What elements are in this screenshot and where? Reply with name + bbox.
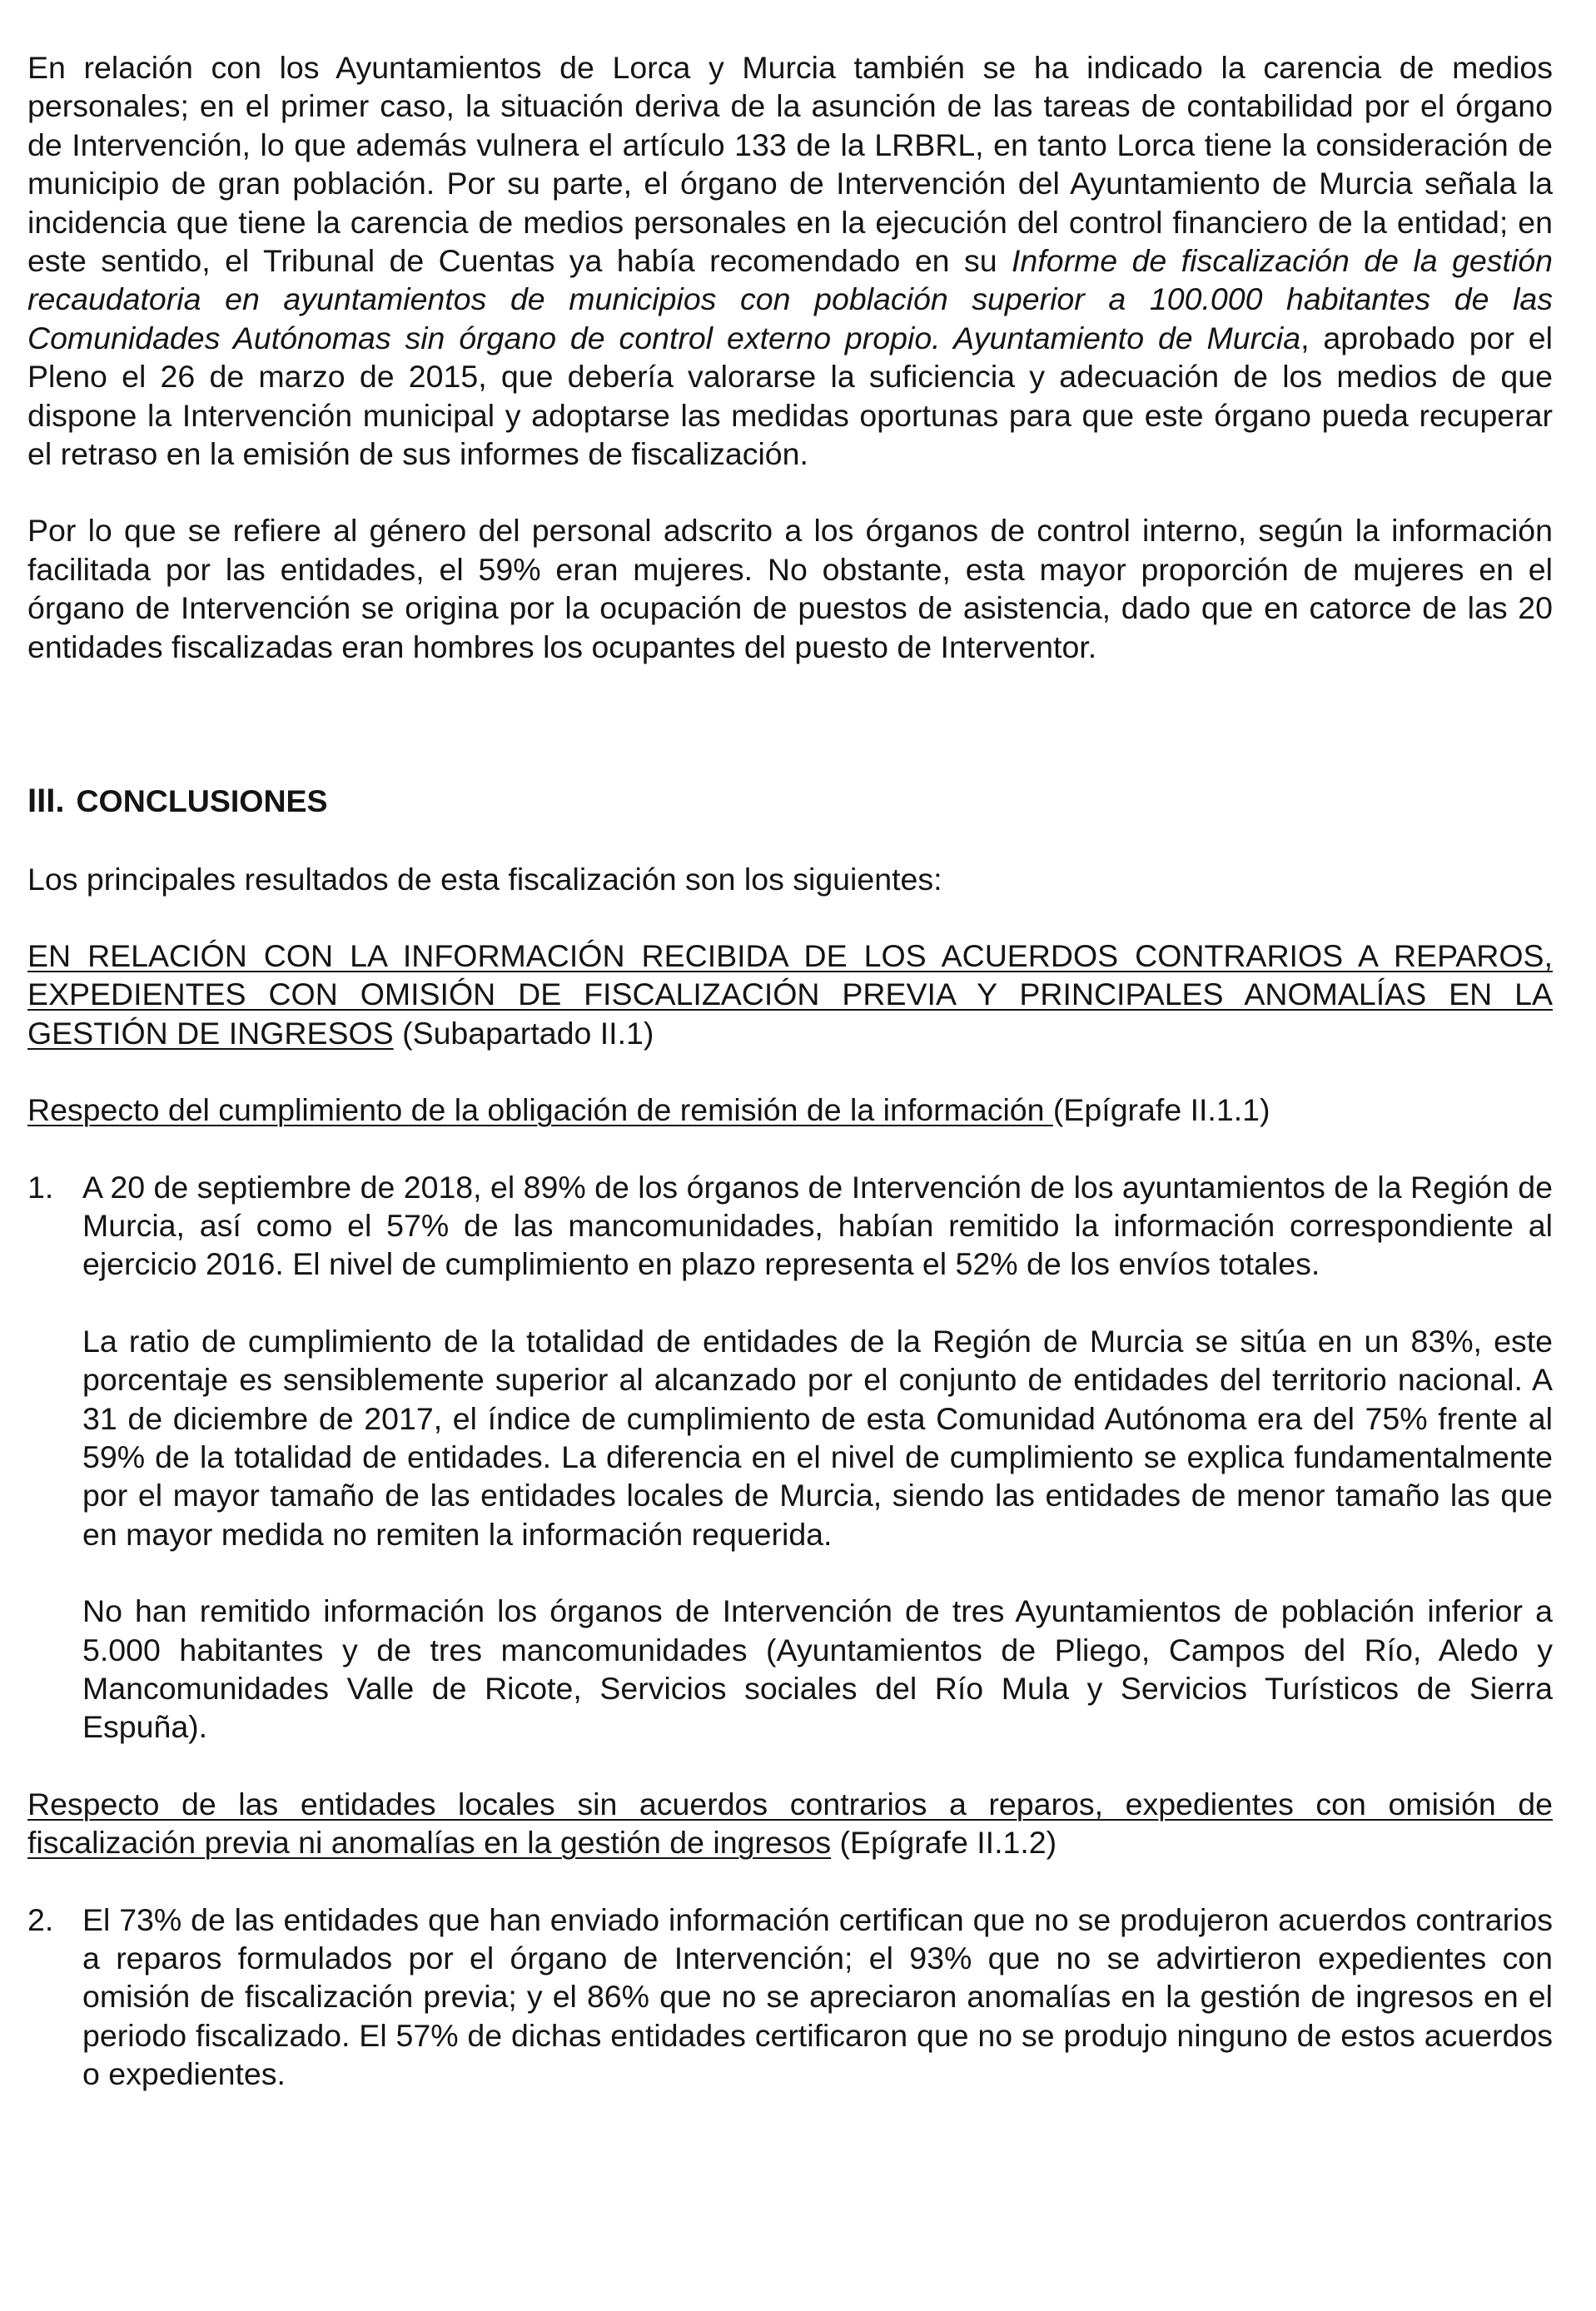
conclusion-item-1: [27, 1168, 1553, 1284]
report-title-italic: Informe de fiscalización de la gestión recaudatoria en ayuntamientos de municipios con población superior a 100.000 habitantes de las Comunidades Autónomas sin órgano de control externo propio. Ayuntamiento de Murcia: [27, 243, 1553, 355]
section-number: III.: [27, 783, 65, 820]
epigraph-reference: (Epígrafe II.1.1): [1052, 1092, 1270, 1128]
conclusions-intro: Los principales resultados de esta fiscalización son los siguientes:: [27, 861, 942, 897]
item-number: 1.: [27, 1169, 54, 1205]
paragraph-text: , aprobado por el Pleno el 26 de marzo de 2015, que debería valorarse la suficiencia y adecuación de los medios de que dispone la Intervención municipal y adoptarse las medidas oportunas para que este órgano pueda recuperar el retraso en la emisión de sus informes de fiscalización.: [27, 320, 1553, 472]
document-page: [27, 48, 1553, 2094]
subsection-title: EN RELACIÓN CON LA INFORMACIÓN RECIBIDA DE LOS ACUERDOS CONTRARIOS A REPAROS, EXPEDIENTES CON OMISIÓN DE FISCALIZACIÓN PREVIA Y PRINCIPALES ANOMALÍAS EN LA GESTIÓN DE INGRESOS: [27, 937, 1553, 1051]
section-heading: [27, 782, 1553, 821]
item-text: El 73% de las entidades que han enviado información certifican que no se produjeron acuerdos contrarios a reparos formulados por el órgano de Intervención; el 93% que no se advirtieron expedientes con omisión de fiscalización previa; y el 86% que no se apreciaron anomalías en la gestión de ingresos en el periodo fiscalizado. El 57% de dichas entidades certificaron que no se produjo ninguno de estos acuerdos o expedientes.: [82, 1901, 1553, 2092]
paragraph-text: En relación con los Ayuntamientos de Lorca y Murcia también se ha indicado la carencia de medios personales; en el primer caso, la situación deriva de la asunción de las tareas de contabilidad por el órgano de Intervención, lo que además vulnera el artículo 133 de la LRBRL, en tanto Lorca tiene la consideración de municipio de gran población. Por su parte, el órgano de Intervención del Ayuntamiento de Murcia señala la incidencia que tiene la carencia de medios personales en la ejecución del control financiero de la entidad; en este sentido, el Tribunal de Cuentas ya había recomendado en su: [27, 50, 1553, 279]
epigraph-title: Respecto de las entidades locales sin acuerdos contrarios a reparos, expedientes con omisión de fiscalización previa ni anomalías en la gestión de ingresos: [27, 1786, 1553, 1861]
paragraph-lorca-murcia: [27, 48, 1553, 473]
conclusion-item-2: [27, 1901, 1553, 2094]
item-number: 2.: [27, 1901, 54, 1937]
subsection-heading: [27, 937, 1553, 1052]
subsection-reference: (Subapartado II.1): [393, 1015, 654, 1051]
epigraph-reference: (Epígrafe II.1.2): [831, 1825, 1057, 1861]
section-title: CONCLUSIONES: [76, 783, 328, 819]
item-text: A 20 de septiembre de 2018, el 89% de los órganos de Intervención de los ayuntamientos de la Región de Murcia, así como el 57% de las mancomunidades, habían remitido la información correspondiente al ejercicio 2016. El nivel de cumplimiento en plazo representa el 52% de los envíos totales.: [82, 1169, 1553, 1282]
item-1-paragraph-2: La ratio de cumplimiento de la totalidad de entidades de la Región de Murcia se sitúa en un 83%, este porcentaje es sensiblemente superior al alcanzado por el conjunto de entidades del territorio nacional. A 31 de diciembre de 2017, el índice de cumplimiento de esta Comunidad Autónoma era del 75% frente al 59% de la totalidad de entidades. La diferencia en el nivel de cumplimiento se explica fundamentalmente por el mayor tamaño de las entidades locales de Murcia, siendo las entidades de menor tamaño las que en mayor medida no remiten la información requerida.: [82, 1323, 1553, 1552]
paragraph-gender: Por lo que se refiere al género del personal adscrito a los órganos de control interno, según la información facilitada por las entidades, el 59% eran mujeres. No obstante, esta mayor proporción de mujeres en el órgano de Intervención se origina por la ocupación de puestos de asistencia, dado que en catorce de las 20 entidades fiscalizadas eran hombres los ocupantes del puesto de Interventor.: [27, 513, 1553, 664]
epigraph-heading: [27, 1091, 1553, 1129]
epigraph-heading-2: [27, 1785, 1553, 1862]
item-1-paragraph-3: No han remitido información los órganos de Intervención de tres Ayuntamientos de población inferior a 5.000 habitantes y de tres mancomunidades (Ayuntamientos de Pliego, Campos del Río, Aledo y Mancomunidades Valle de Ricote, Servicios sociales del Río Mula y Servicios Turísticos de Sierra Espuña).: [82, 1593, 1553, 1745]
epigraph-title: Respecto del cumplimiento de la obligación de remisión de la información: [27, 1092, 1053, 1128]
